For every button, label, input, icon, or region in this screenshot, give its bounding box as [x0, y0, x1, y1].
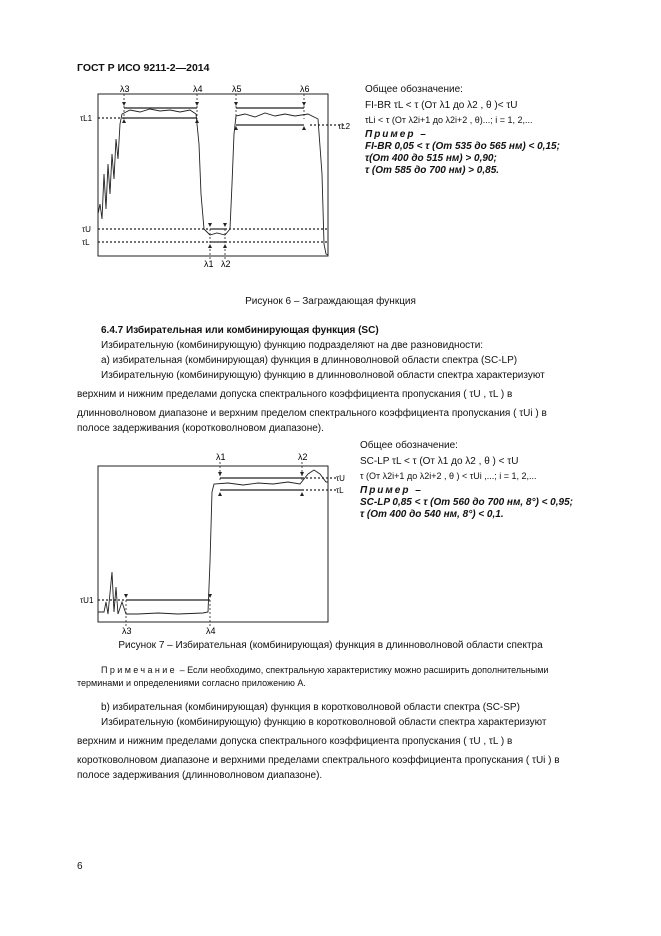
notation-line-2: τ (От λ2i+1 до λ2i+2 , θ ) < τUi ,...; i = 1, 2,...	[360, 471, 537, 481]
notation-line-1: SC-LP τL < τ (От λ1 до λ2 , θ ) < τU	[360, 455, 519, 467]
label-l1: λ1	[216, 452, 226, 462]
section-heading: 6.4.7 Избирательная или комбинирующая функция (SC)	[101, 325, 379, 336]
paragraph-3-line-1: Избирательную (комбинирующую) функцию в длинноволновой области спектра характеризуют	[101, 370, 545, 381]
label-l3: λ3	[122, 626, 132, 636]
paragraph-2: а) избирательная (комбинирующая) функция в длинноволновой области спектра (SC-LP)	[101, 355, 518, 366]
example-line-2: τ (От 400 до 540 нм, 8°) < 0,1.	[360, 508, 504, 520]
figure-7-description	[360, 438, 630, 521]
example-line-2: τ(От 400 до 515 нм) > 0,90;	[365, 152, 497, 164]
label-l4: λ4	[206, 626, 216, 636]
note-text-2: терминами и определениями согласно приложению А.	[77, 677, 306, 688]
label-l5: λ5	[232, 84, 242, 94]
notation-line-2: τLi < τ (От λ2i+1 до λ2i+2 , θ)...; i = 1, 2,...	[365, 115, 533, 125]
paragraph-b-2-line-4: полосе задерживания (длинноволновом диапазоне).	[77, 770, 323, 781]
label-tL2: τL2	[338, 122, 351, 131]
note-label: Примечание	[101, 665, 178, 675]
label-l1: λ1	[204, 259, 214, 269]
notation-title: Общее обозначение:	[365, 84, 463, 95]
figure-6-caption: Рисунок 6 – Заграждающая функция	[245, 296, 416, 307]
paragraph-3-line-3: длинноволновом диапазоне и верхним пределом спектрального коэффициента пропускания ( τUi ) в	[77, 408, 547, 419]
label-tU1: τU1	[80, 596, 94, 605]
notation-line-1: FI-BR τL < τ (От λ1 до λ2 , θ )< τU	[365, 99, 518, 111]
figure-7-caption: Рисунок 7 – Избирательная (комбинирующая) функция в длинноволновой области спектра	[118, 640, 543, 651]
example-label: Пример –	[365, 128, 428, 140]
label-l2: λ2	[298, 452, 308, 462]
label-tL1: τL1	[80, 114, 93, 123]
paragraph-b-2-line-1: Избирательную (комбинирующую) функцию в коротковолновой области спектра характеризуют	[101, 717, 547, 728]
label-l4: λ4	[193, 84, 203, 94]
paragraph-b-2-line-2: верхним и нижним пределами допуска спектрального коэффициента пропускания ( τU , τL ) в	[77, 736, 513, 747]
label-tL: τL	[82, 238, 90, 247]
label-tU: τU	[82, 225, 91, 234]
label-tU: τU	[336, 474, 345, 483]
paragraph-b-1: b) избирательная (комбинирующая) функция в коротковолновой области спектра (SC-SP)	[101, 702, 520, 713]
paragraph-3-line-4: полосе задерживания (коротковолновом диапазоне).	[77, 423, 324, 434]
label-l6: λ6	[300, 84, 310, 94]
example-line-1: FI-BR 0,05 < τ (От 535 до 565 нм) < 0,15;	[365, 140, 560, 152]
example-line-3: τ (От 585 до 700 нм) > 0,85.	[365, 164, 500, 176]
page-number: 6	[77, 861, 83, 872]
figure-6-description	[365, 82, 625, 177]
label-tL: τL	[336, 486, 344, 495]
section-b-body	[77, 700, 582, 783]
figure-7-graph	[78, 452, 358, 636]
note	[77, 664, 617, 689]
label-l3: λ3	[120, 84, 130, 94]
paragraph-b-2-line-3: коротковолновом диапазоне и верхними пределами спектрального коэффициента пропускания ( τUi ) в	[77, 755, 560, 766]
section-body	[77, 323, 582, 436]
note-text: – Если необходимо, спектральную характеристику можно расширить дополнительными	[177, 665, 549, 675]
paragraph-1: Избирательную (комбинирующую) функцию подразделяют на две разновидности:	[101, 340, 484, 351]
paragraph-3-line-2: верхним и нижним пределами допуска спектрального коэффициента пропускания ( τU , τL ) в	[77, 389, 513, 400]
figure-6-graph	[80, 84, 360, 274]
notation-title: Общее обозначение:	[360, 440, 458, 451]
example-line-1: SC-LP 0,85 < τ (От 560 до 700 нм, 8°) < 0,95;	[360, 496, 573, 508]
label-l2: λ2	[221, 259, 231, 269]
example-label: Пример –	[360, 484, 423, 496]
document-header: ГОСТ Р ИСО 9211-2—2014	[77, 62, 210, 74]
